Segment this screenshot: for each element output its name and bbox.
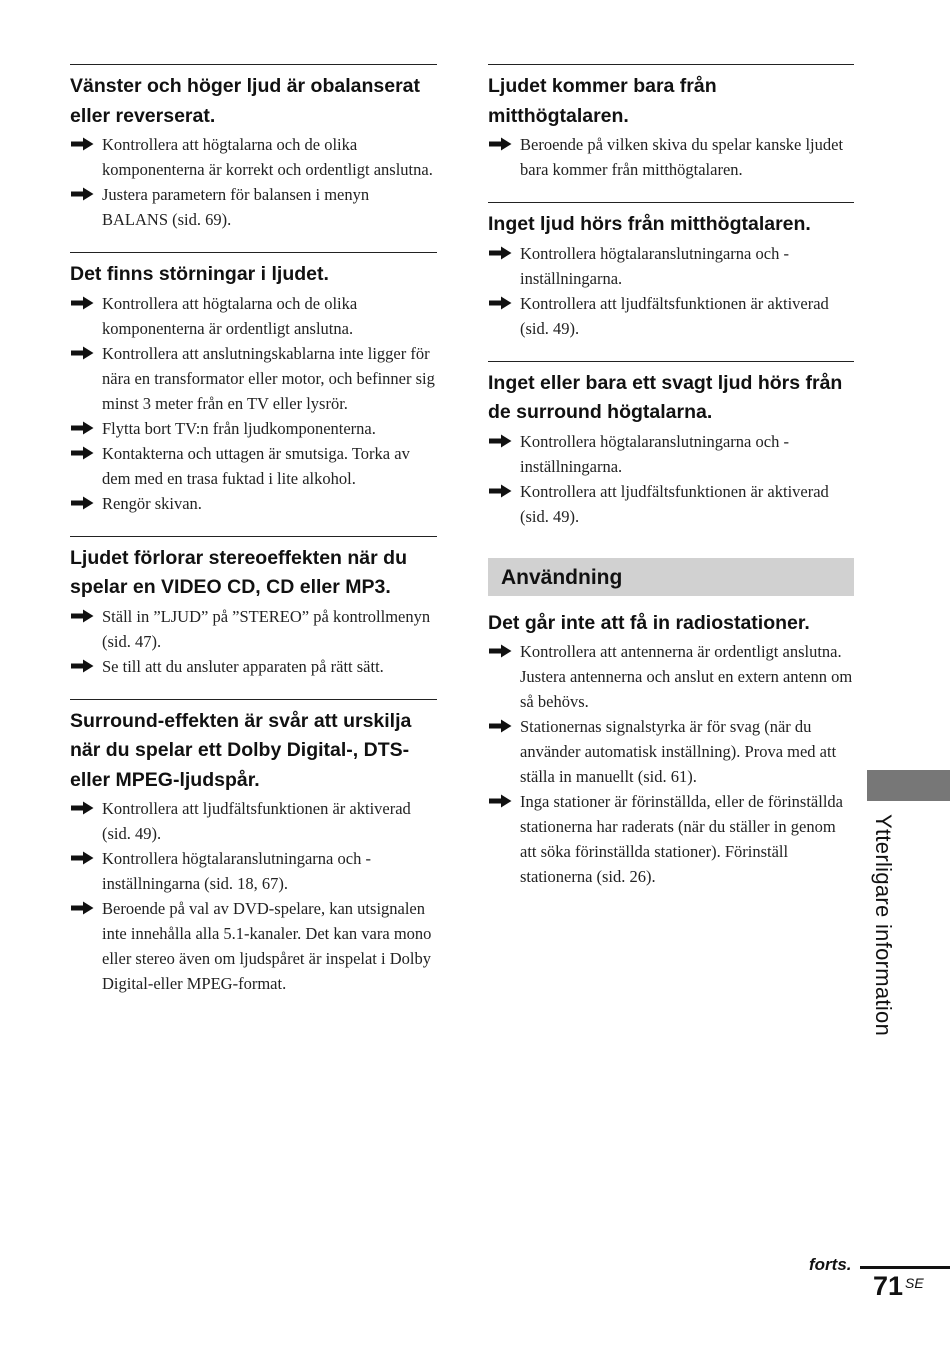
item-text: Kontakterna och uttagen är smutsiga. Torka av dem med en trasa fuktad i lite alkohol. <box>102 443 410 488</box>
right-column <box>488 64 854 889</box>
arrow-right-icon <box>488 296 512 310</box>
arrow-right-icon <box>70 346 94 360</box>
arrow-right-icon <box>488 137 512 151</box>
item-list <box>70 291 437 516</box>
item-list <box>488 241 854 341</box>
arrow-right-icon <box>488 644 512 658</box>
item-text: Kontrollera att högtalarna och de olika komponenterna är ordentligt anslutna. <box>102 293 358 338</box>
item-text: Kontrollera högtalaranslutningarna och -inställningarna. <box>520 243 789 288</box>
item-text: Justera parametern för balansen i menyn BALANS (sid. 69). <box>102 185 370 229</box>
arrow-right-icon <box>70 609 94 623</box>
list-item <box>488 132 854 182</box>
arrow-right-icon <box>70 801 94 815</box>
arrow-right-icon <box>488 434 512 448</box>
category-bar: Användning <box>488 558 854 596</box>
item-text: Rengör skivan. <box>102 493 202 513</box>
item-text: Kontrollera att högtalarna och de olika komponenterna är korrekt och ordentligt anslutna. <box>102 135 433 179</box>
list-item <box>488 639 854 714</box>
list-item <box>70 896 437 996</box>
list-item <box>70 604 437 654</box>
list-item <box>488 291 854 341</box>
section-heading: Surround-effekten är svår att urskilja när du spelar ett Dolby Digital-, DTS- eller MPEG-ljudspår. <box>70 709 412 791</box>
section-8 <box>488 596 854 890</box>
section-7 <box>488 361 854 529</box>
item-text: Kontrollera att ljudfältsfunktionen är aktiverad (sid. 49). <box>520 481 829 526</box>
list-item <box>488 714 854 789</box>
list-item <box>70 341 437 416</box>
section-heading: Det går inte att få in radiostationer. <box>488 611 810 634</box>
left-column <box>70 64 437 996</box>
item-list <box>488 429 854 529</box>
arrow-right-icon <box>488 484 512 498</box>
arrow-right-icon <box>70 421 94 435</box>
list-item <box>488 429 854 479</box>
item-list <box>70 604 437 679</box>
arrow-right-icon <box>70 496 94 510</box>
section-1 <box>70 64 437 232</box>
continued-label: forts. <box>809 1255 852 1274</box>
section-4 <box>70 699 437 997</box>
list-item <box>70 846 437 896</box>
section-heading: Inget ljud hörs från mitthögtalaren. <box>488 213 811 235</box>
section-heading: Ljudet förlorar stereoeffekten när du spelar en VIDEO CD, CD eller MP3. <box>70 546 407 598</box>
item-text: Kontrollera att antennerna är ordentligt anslutna. Justera antennerna och anslut en extern antenn om så behövs. <box>520 642 853 711</box>
list-item <box>70 796 437 846</box>
section-heading: Det finns störningar i ljudet. <box>70 263 329 285</box>
list-item <box>70 491 437 516</box>
page-suffix: SE <box>905 1275 924 1291</box>
footer-rule <box>860 1266 950 1269</box>
list-item <box>70 291 437 341</box>
item-text: Stationernas signalstyrka är för svag (när du använder automatisk inställning). Prova med att ställa in manuellt (sid. 61). <box>520 717 837 786</box>
side-tab-marker <box>867 770 950 801</box>
arrow-right-icon <box>70 446 94 460</box>
item-text: Kontrollera högtalaranslutningarna och -inställningarna (sid. 18, 67). <box>102 849 371 893</box>
section-heading: Inget eller bara ett svagt ljud hörs från de surround högtalarna. <box>488 371 843 423</box>
item-text: Kontrollera högtalaranslutningarna och -inställningarna. <box>520 431 789 476</box>
arrow-right-icon <box>488 246 512 260</box>
list-item <box>70 182 437 232</box>
section-2 <box>70 252 437 516</box>
item-text: Ställ in ”LJUD” på ”STEREO” på kontrollmenyn (sid. 47). <box>102 606 431 651</box>
arrow-right-icon <box>70 659 94 673</box>
list-item <box>70 654 437 679</box>
section-heading: Ljudet kommer bara från mitthögtalaren. <box>488 75 717 127</box>
list-item <box>488 789 854 889</box>
arrow-right-icon <box>70 187 94 201</box>
item-list <box>70 132 437 232</box>
arrow-right-icon <box>70 296 94 310</box>
item-text: Se till att du ansluter apparaten på rätt sätt. <box>102 656 384 676</box>
list-item <box>488 241 854 291</box>
arrow-right-icon <box>488 719 512 733</box>
arrow-right-icon <box>70 851 94 865</box>
arrow-right-icon <box>70 137 94 151</box>
item-text: Inga stationer är förinställda, eller de förinställda stationerna har raderats (när du ställer in genom att söka förinställda stationer). Förinställ stationerna (sid. 26). <box>520 792 843 886</box>
item-text: Kontrollera att ljudfältsfunktionen är aktiverad (sid. 49). <box>102 799 411 843</box>
item-list <box>488 132 854 182</box>
arrow-right-icon <box>488 794 512 808</box>
item-list <box>70 796 437 996</box>
list-item <box>488 479 854 529</box>
item-list <box>488 639 854 889</box>
list-item <box>70 416 437 441</box>
item-text: Kontrollera att anslutningskablarna inte ligger för nära en transformator eller motor, och befinner sig minst 3 meter från en TV eller lysrör. <box>102 343 435 413</box>
list-item <box>70 441 437 491</box>
item-text: Kontrollera att ljudfältsfunktionen är aktiverad (sid. 49). <box>520 293 829 338</box>
section-3 <box>70 536 437 679</box>
list-item <box>70 132 437 182</box>
side-tab-label: Ytterligare information <box>871 814 896 1037</box>
section-heading: Vänster och höger ljud är obalanserat eller reverserat. <box>70 75 421 127</box>
arrow-right-icon <box>70 901 94 915</box>
section-5 <box>488 64 854 182</box>
item-text: Beroende på val av DVD-spelare, kan utsignalen inte innehålla alla 5.1-kanaler. Det kan vara mono eller stereo även om ljudspåret är inspelat i Dolby Digital-eller MPEG-format. <box>102 899 432 993</box>
item-text: Beroende på vilken skiva du spelar kanske ljudet bara kommer från mitthögtalaren. <box>520 135 844 179</box>
section-6 <box>488 202 854 341</box>
item-text: Flytta bort TV:n från ljudkomponenterna. <box>102 418 376 438</box>
page-number: 71 <box>873 1271 904 1301</box>
